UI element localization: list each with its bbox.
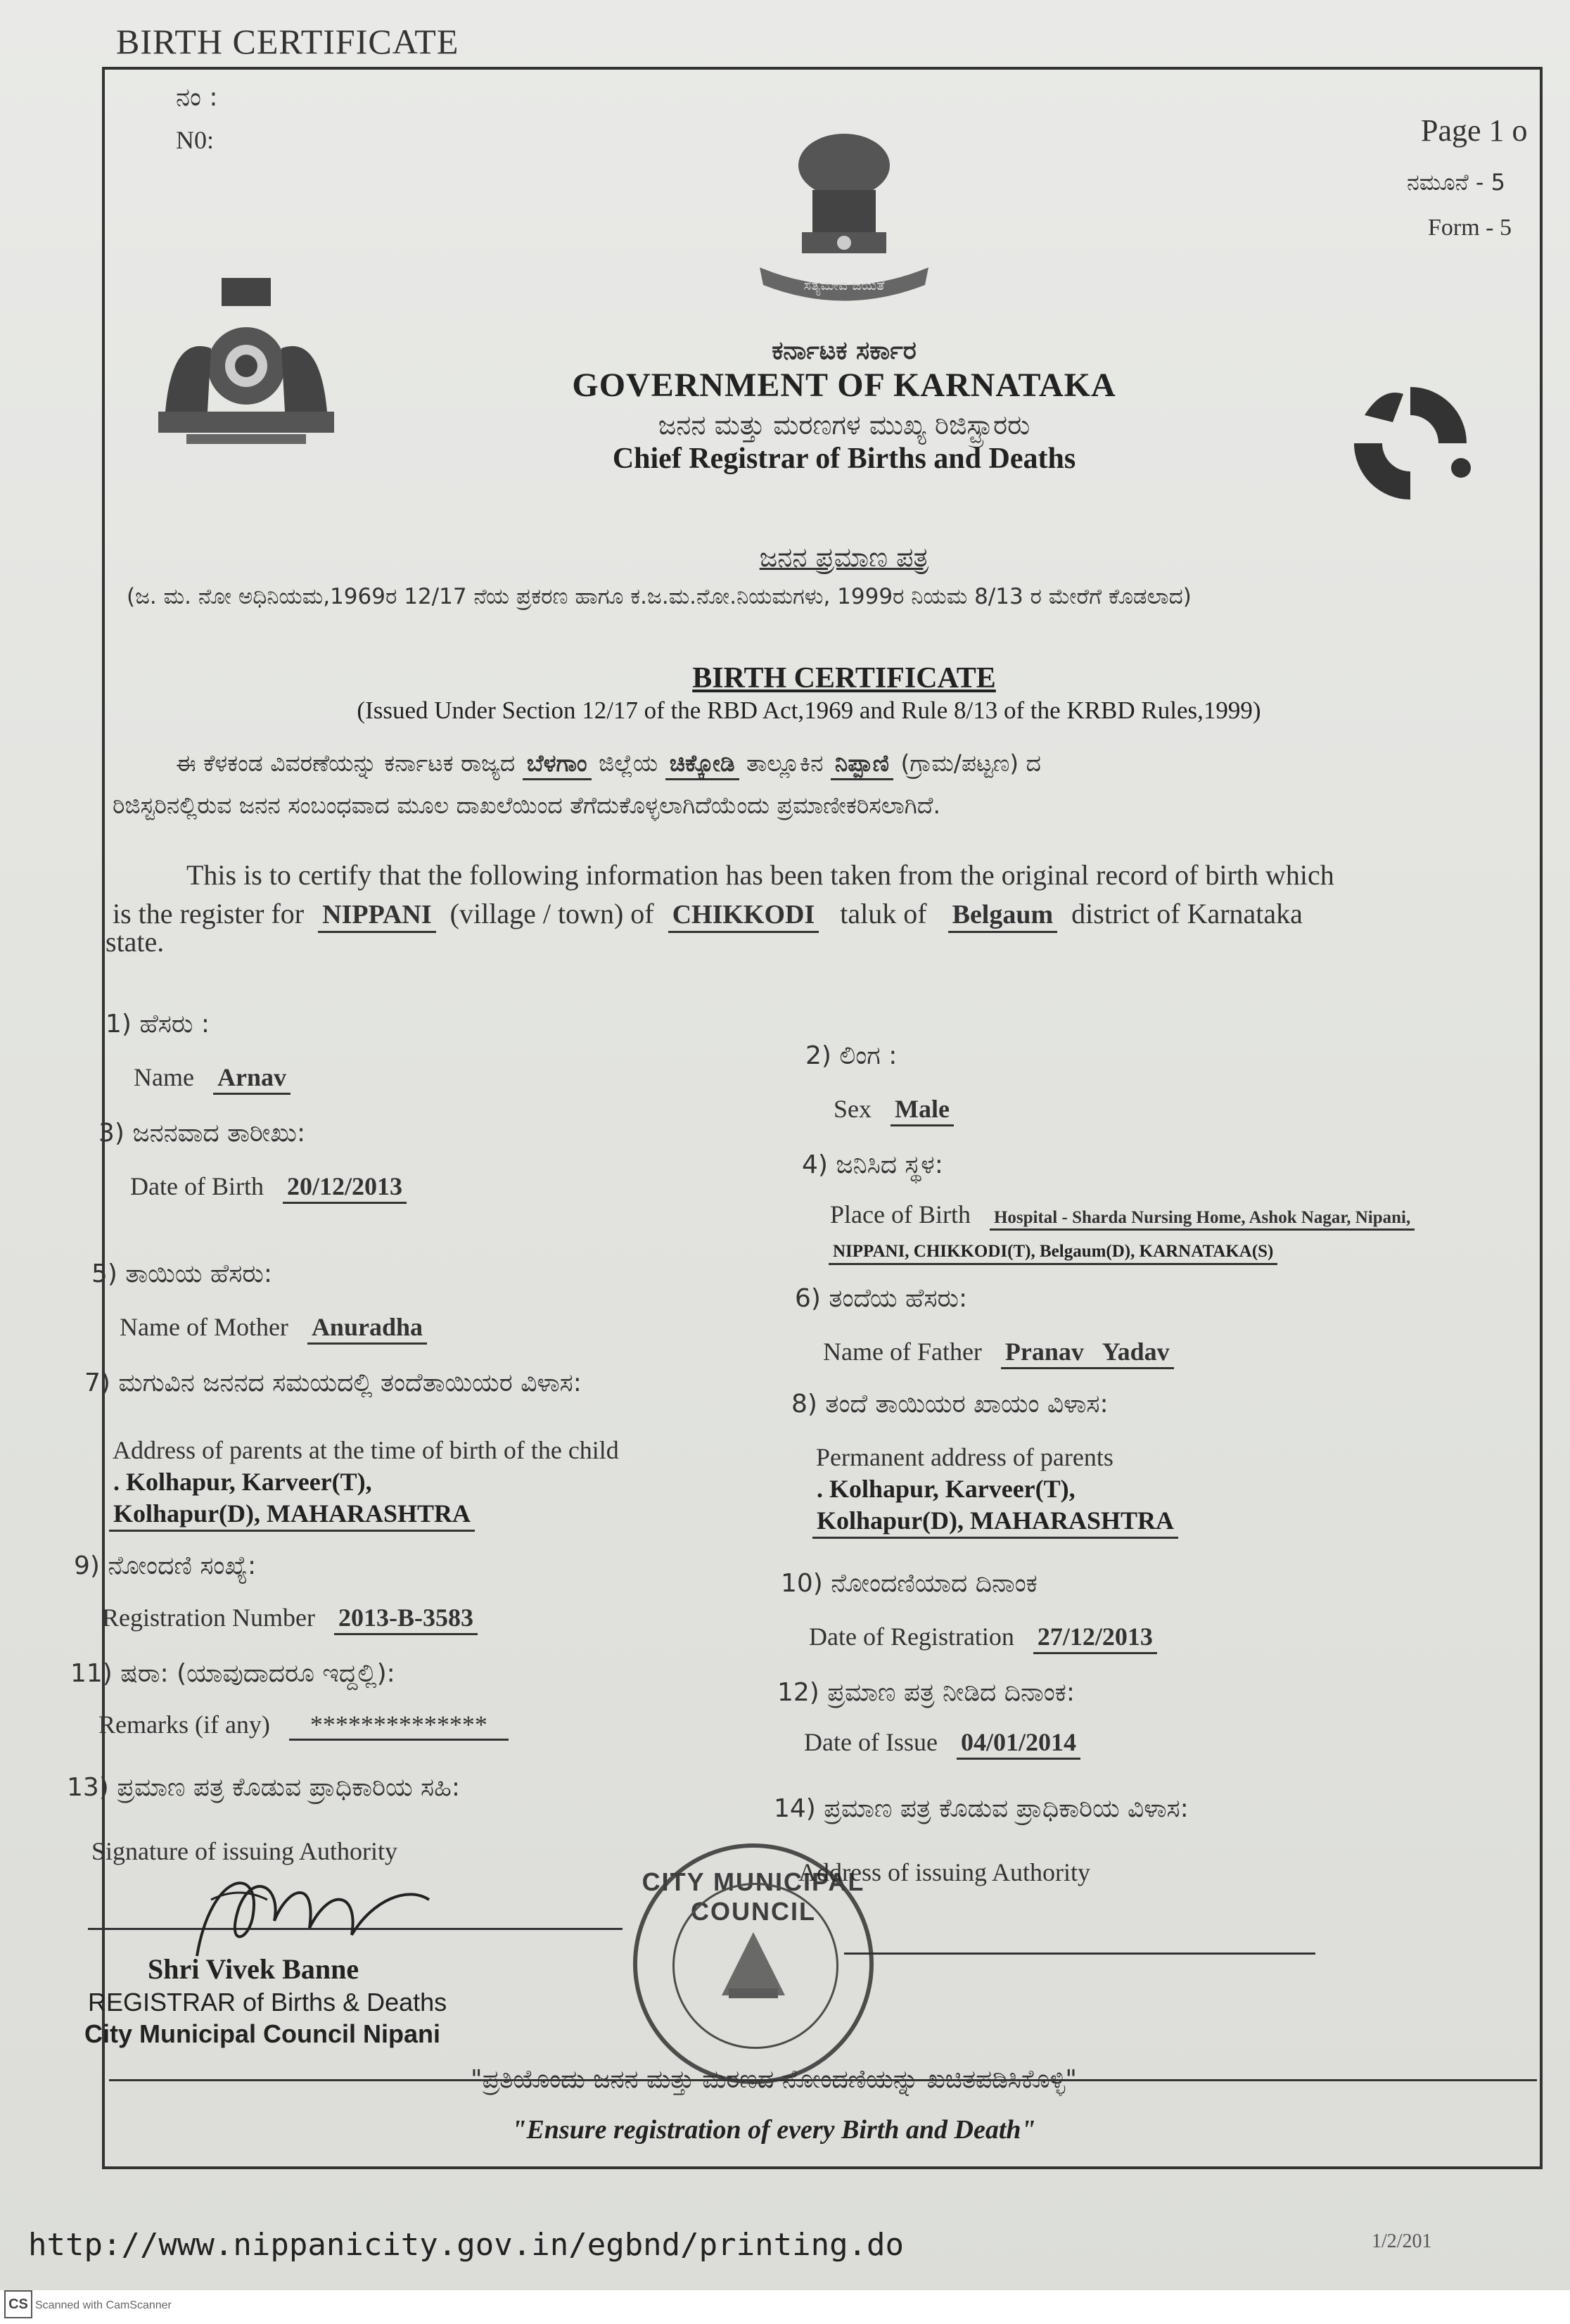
name-value: Arnav (213, 1063, 291, 1095)
dob-row (130, 1171, 407, 1201)
pob-label: Place of Birth (830, 1200, 971, 1228)
addr-perm-line1: . Kolhapur, Karveer(T), (817, 1475, 1076, 1503)
field-1-label-kn: 1) ಹೆಸರು : (106, 1010, 210, 1039)
form-number-en: Form - 5 (1428, 215, 1512, 241)
pob-value-line2: NIPPANI, CHIKKODI(T), Belgaum(D), KARNATAKA(S) (829, 1242, 1277, 1265)
remarks-row (98, 1710, 509, 1739)
remarks-value: ************** (289, 1710, 509, 1741)
mother-row (120, 1312, 427, 1342)
taluk-en-value: CHIKKODI (668, 900, 819, 933)
page-number: Page 1 o (1421, 113, 1528, 148)
ashoka-emblem-icon (746, 127, 943, 310)
issue-date-label: Date of Issue (804, 1728, 938, 1756)
certify-para-kn-line1: ಈ ಕೆಳಕಂಡ ವಿವರಣೆಯನ್ನು ಕರ್ನಾಟಕ ರಾಜ್ಯದ ಬೆಳಗಾಂ ಜಿಲ್ಲೆಯ ಚಿಕ್ಕೋಡಿ ತಾಲ್ಲೂಕಿನ ನಿಪ್ಪಾಣಿ (ಗ್ರಾಮ/ಪಟ್ಟಣ) ದ (176, 749, 1041, 777)
certify-para-en-line1: This is to certify that the following information has been taken from the original record of birth which (186, 859, 1334, 891)
emblem-caption: ಸತ್ಯಮೇವ ಜಯತೆ (803, 277, 885, 293)
registrar-title-en: Chief Registrar of Births and Deaths (612, 443, 1076, 475)
page-top-title: BIRTH CERTIFICATE (116, 22, 459, 61)
field-9-label-kn: 9) ನೋಂದಣಿ ಸಂಖ್ಯೆ: (74, 1551, 257, 1580)
addr-authority-label: Address of issuing Authority (798, 1858, 1091, 1886)
father-row (823, 1337, 1174, 1366)
addr-birth-line2: Kolhapur(D), MAHARASHTRA (109, 1499, 475, 1532)
taluk-kn-value: ಚಿಕ್ಕೋಡಿ (665, 749, 739, 780)
field-8-label-kn: 8) ತಂದೆ ತಾಯಿಯರ ಖಾಯಂ ವಿಳಾಸ: (791, 1390, 1109, 1418)
registration-logo-icon (1340, 373, 1481, 514)
addr-birth-label: Address of parents at the time of birth of the child (113, 1436, 619, 1464)
addr-birth-line1: . Kolhapur, Karveer(T), (113, 1468, 372, 1496)
signatory-name: Shri Vivek Banne (148, 1953, 359, 1985)
remarks-label: Remarks (if any) (98, 1710, 270, 1739)
reg-number-row (102, 1603, 478, 1632)
town-en-value: NIPPANI (318, 900, 436, 933)
sex-value: Male (891, 1095, 954, 1126)
issue-date-row (804, 1727, 1080, 1757)
scanner-footer-strip (0, 2290, 1570, 2324)
father-value: Pranav Yadav (1001, 1338, 1174, 1369)
field-4-label-kn: 4) ಜನಿಸಿದ ಸ್ಥಳ: (802, 1150, 943, 1179)
no-label-kn: ನಂ : (176, 83, 218, 112)
name-row (134, 1062, 291, 1092)
slogan-en: "Ensure registration of every Birth and Death" (511, 2115, 1036, 2145)
issue-date-value: 04/01/2014 (957, 1728, 1080, 1760)
reg-date-row (809, 1622, 1157, 1651)
act-reference-kn: (ಜ. ಮ. ನೋ ಅಧಿನಿಯಮ,1969ರ 12/17 ನೆಯ ಪ್ರಕರಣ ಹಾಗೂ ಕ.ಜ.ಮ.ನೋ.ನಿಯಮಗಳು, 1999ರ ನಿಯಮ 8/13 ರ ಮೇರೆಗೆ ಕೊಡಲಾದ) (127, 584, 1192, 609)
district-kn-value: ಬೆಳಗಾಂ (523, 749, 592, 780)
district-en-value: Belgaum (948, 900, 1058, 933)
town-kn-value: ನಿಪ್ಪಾಣಿ (831, 749, 893, 780)
signatory-title-1: REGISTRAR of Births & Deaths (88, 1988, 447, 2017)
municipal-stamp (633, 1843, 874, 2084)
stamp-emblem-icon (715, 1925, 792, 2002)
sex-row (834, 1094, 954, 1124)
field-12-label-kn: 12) ಪ್ರಮಾಣ ಪತ್ರ ನೀಡಿದ ದಿನಾಂಕ: (777, 1678, 1075, 1707)
certificate-title-en: BIRTH CERTIFICATE (692, 662, 996, 694)
gov-title-kn: ಕರ್ನಾಟಕ ಸರ್ಕಾರ (772, 336, 917, 365)
authority-address-line (844, 1952, 1315, 1955)
signature-label: Signature of issuing Authority (91, 1837, 397, 1865)
mother-value: Anuradha (307, 1313, 427, 1345)
pob-value-line1: Hospital - Sharda Nursing Home, Ashok Nagar, Nipani, (990, 1208, 1415, 1231)
field-10-label-kn: 10) ನೋಂದಣಿಯಾದ ದಿನಾಂಕ (781, 1569, 1038, 1598)
addr-perm-line2: Kolhapur(D), MAHARASHTRA (812, 1506, 1178, 1539)
gov-title-en: GOVERNMENT OF KARNATAKA (572, 367, 1116, 404)
scanner-watermark: Scanned with CamScanner (35, 2299, 172, 2311)
field-11-label-kn: 11) ಷರಾ: (ಯಾವುದಾದರೂ ಇದ್ದಲ್ಲಿ): (70, 1659, 395, 1688)
sex-label: Sex (834, 1095, 872, 1123)
certify-para-en-line3: state. (106, 926, 165, 958)
reg-date-label: Date of Registration (809, 1623, 1014, 1651)
dob-value: 20/12/2013 (283, 1172, 407, 1204)
karnataka-emblem-icon (144, 271, 348, 454)
dob-label: Date of Birth (130, 1172, 264, 1200)
pob-row (830, 1200, 1415, 1229)
certify-para-kn-line2: ರಿಜಿಸ್ಟರಿನಲ್ಲಿರುವ ಜನನ ಸಂಬಂಧವಾದ ಮೂಲ ದಾಖಲೆಯಿಂದ ತೆಗೆದುಕೊಳ್ಳಲಾಗಿದೆಯೆಂದು ಪ್ರಮಾಣೀಕರಿಸಲಾಗಿದೆ. (113, 792, 940, 819)
reg-number-label: Registration Number (102, 1604, 315, 1632)
stamp-text: CITY MUNICIPAL COUNCIL (642, 1867, 865, 1926)
signatory-title-2: City Municipal Council Nipani (84, 2019, 441, 2048)
no-label-en: N0: (176, 126, 214, 154)
print-url: http://www.nippanicity.gov.in/egbnd/printing.do (28, 2227, 905, 2263)
addr-perm-label: Permanent address of parents (816, 1443, 1113, 1471)
form-number-kn: ನಮೂನೆ - 5 (1407, 169, 1505, 196)
certify-para-en-line2: is the register for NIPPANI (village / town) of CHIKKODI taluk of Belgaum district of Karnataka (113, 897, 1303, 930)
registrar-title-kn: ಜನನ ಮತ್ತು ಮರಣಗಳ ಮುಖ್ಯ ರಿಜಿಸ್ಟ್ರಾರರು (658, 409, 1030, 440)
mother-label: Name of Mother (120, 1313, 288, 1341)
certificate-title-kn: ಜನನ ಪ್ರಮಾಣ ಪತ್ರ (759, 542, 929, 573)
reg-number-value: 2013-B-3583 (334, 1604, 478, 1635)
act-reference-en: (Issued Under Section 12/17 of the RBD Act,1969 and Rule 8/13 of the KRBD Rules,1999) (357, 697, 1261, 724)
field-2-label-kn: 2) ಲಿಂಗ : (805, 1041, 898, 1070)
father-label: Name of Father (823, 1338, 982, 1366)
field-13-label-kn: 13) ಪ್ರಮಾಣ ಪತ್ರ ಕೊಡುವ ಪ್ರಾಧಿಕಾರಿಯ ಸಹಿ: (67, 1773, 461, 1802)
field-5-label-kn: 5) ತಾಯಿಯ ಹೆಸರು: (91, 1259, 272, 1288)
camscanner-logo-icon: CS (4, 2290, 32, 2318)
field-14-label-kn: 14) ಪ್ರಮಾಣ ಪತ್ರ ಕೊಡುವ ಪ್ರಾಧಿಕಾರಿಯ ವಿಳಾಸ: (774, 1794, 1189, 1823)
field-7-label-kn: 7) ಮಗುವಿನ ಜನನದ ಸಮಯದಲ್ಲಿ ತಂದೆತಾಯಿಯರ ವಿಳಾಸ: (84, 1369, 582, 1397)
field-3-label-kn: 3) ಜನನವಾದ ತಾರೀಖು: (98, 1119, 306, 1148)
slogan-kn: "ಪ್ರತಿಯೊಂದು ಜನನ ಮತ್ತು ಮರಣದ ನೋಂದಣಿಯನ್ನು ಖಚಿತಪಡಿಸಿಕೊಳ್ಳಿ" (471, 2065, 1077, 2094)
print-date-fragment: 1/2/201 (1372, 2230, 1432, 2252)
field-6-label-kn: 6) ತಂದೆಯ ಹೆಸರು: (795, 1284, 968, 1313)
reg-date-value: 27/12/2013 (1033, 1623, 1157, 1654)
name-label: Name (134, 1063, 194, 1091)
